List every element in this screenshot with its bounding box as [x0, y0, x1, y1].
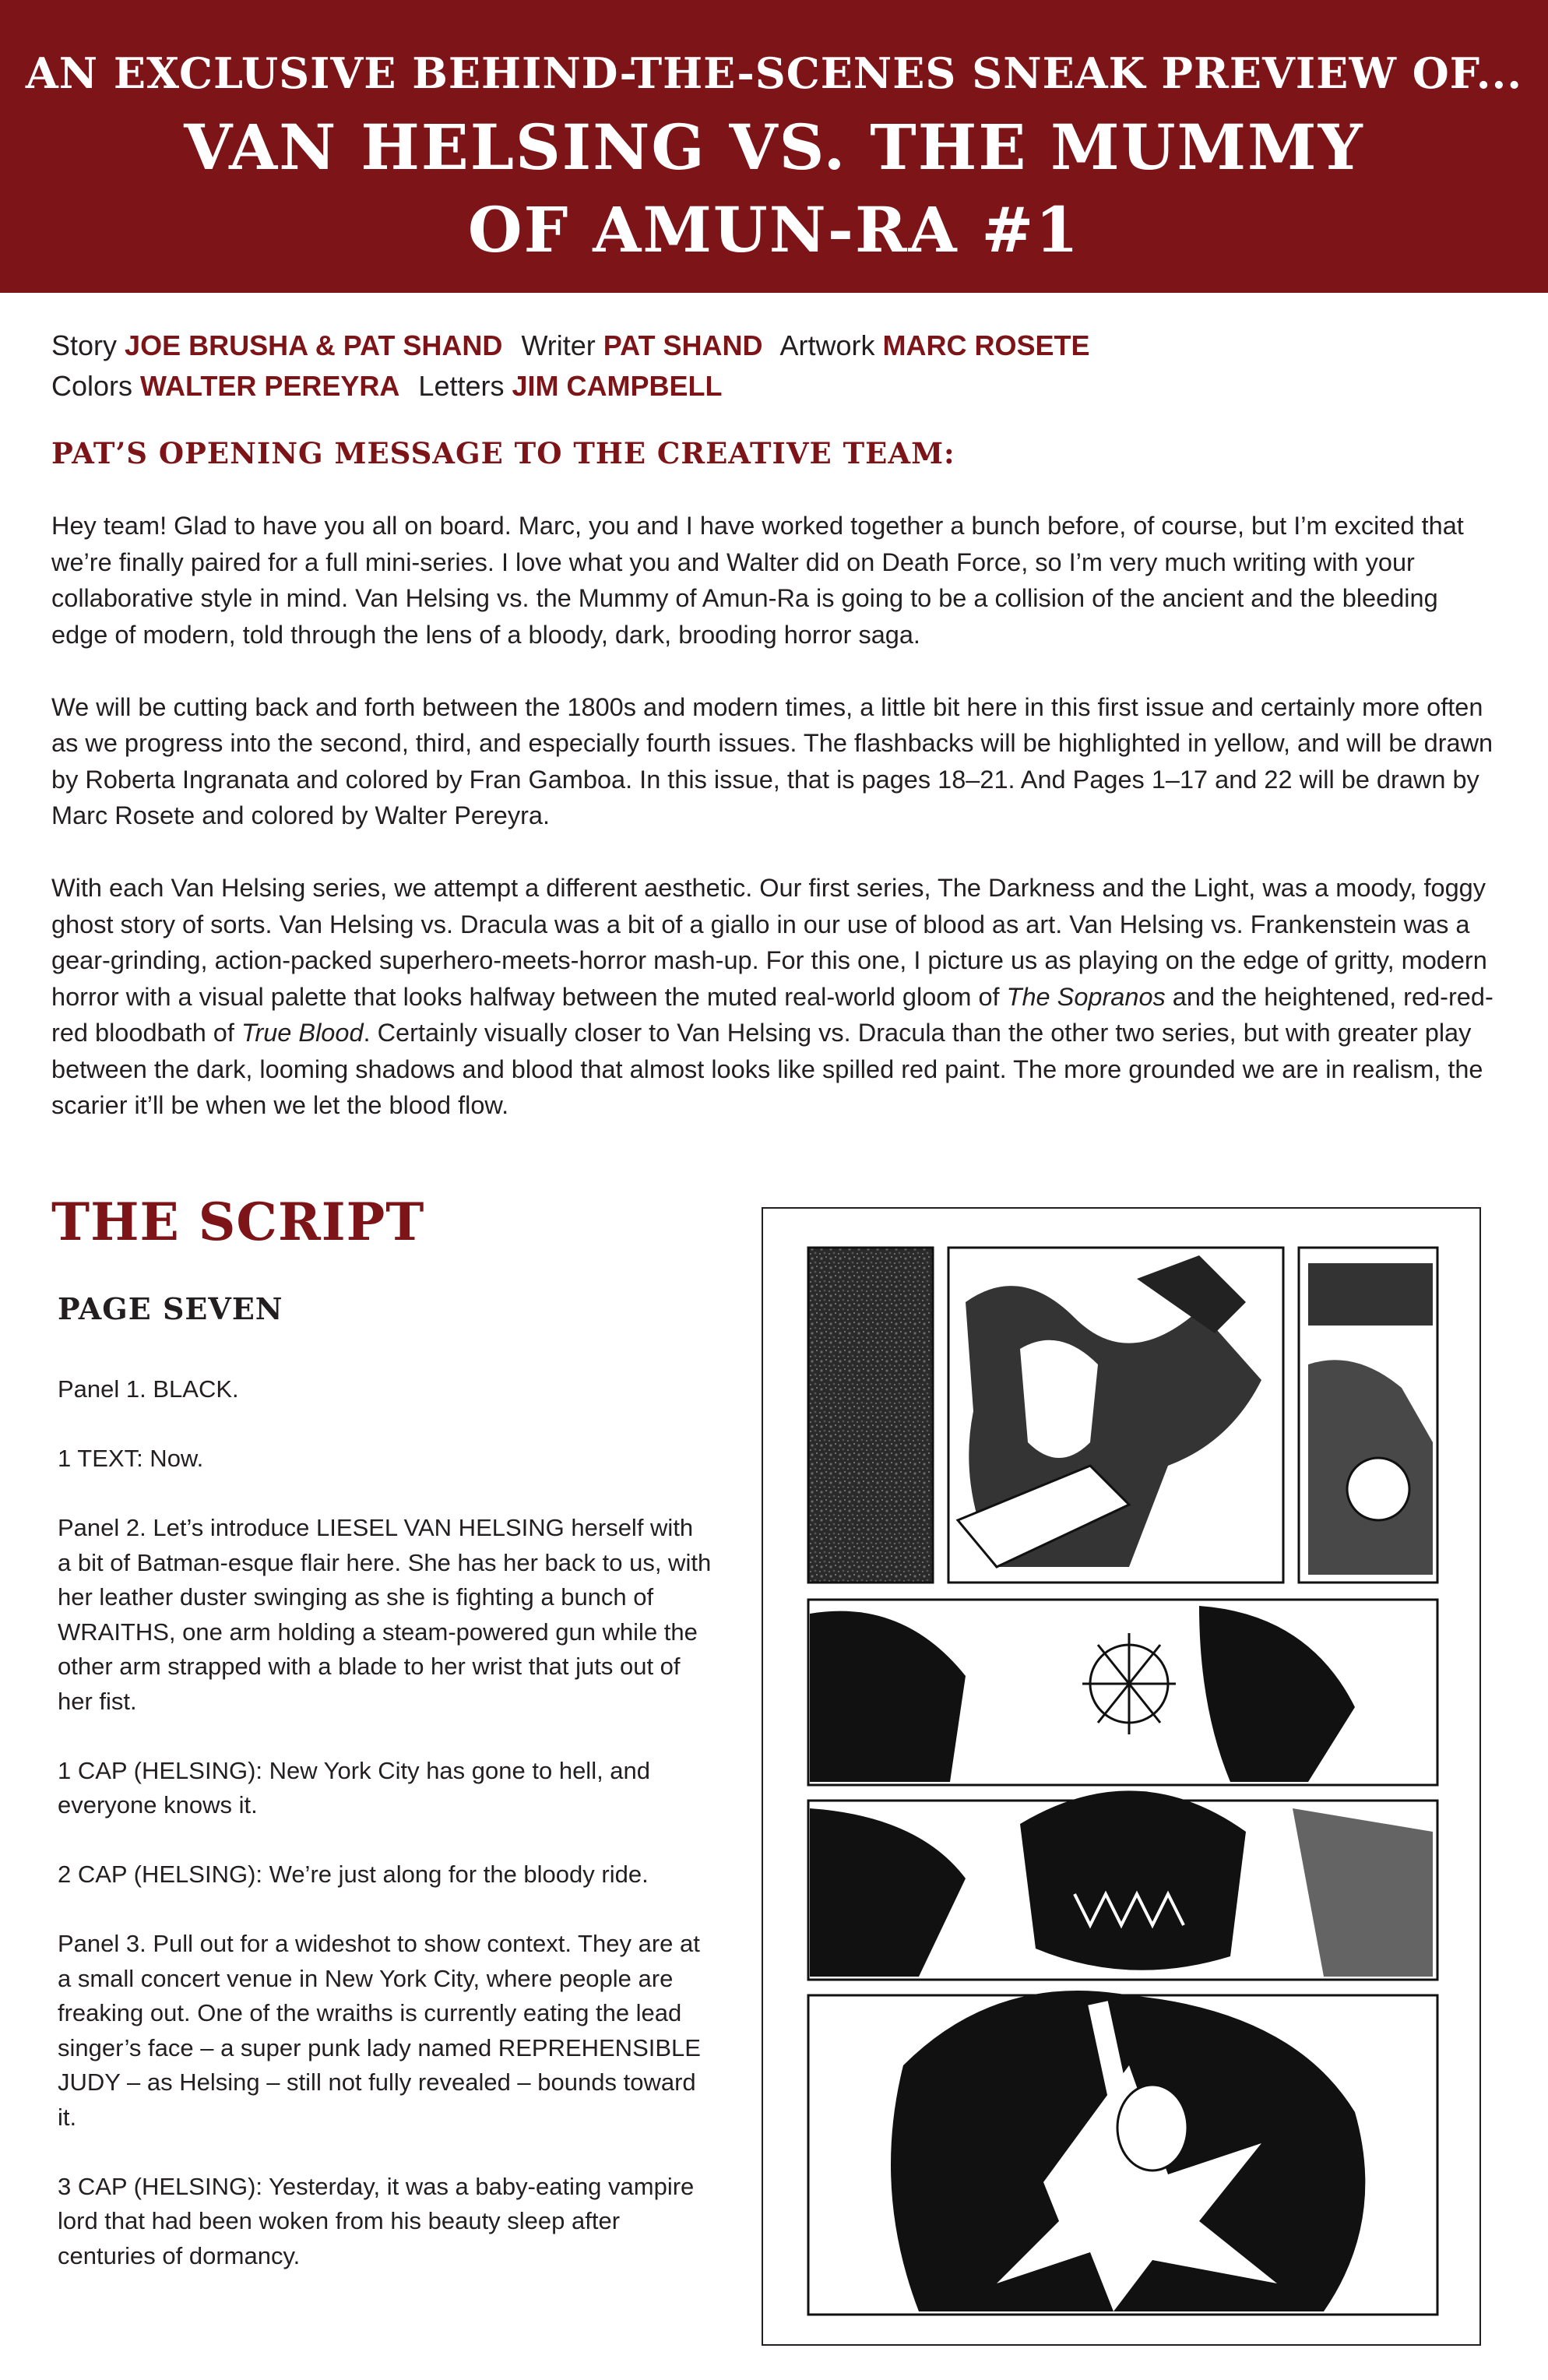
credits — [51, 326, 1500, 407]
message-paragraph-3: With each Van Helsing series, we attempt a different aesthetic. Our first series, The Darkness and the Light, was a moody, foggy ghost story of sorts. Van Helsing vs. Dracula was a bit of a giallo in our use of blood as art. Van Helsing vs. Frankenstein was a gear-grinding, action-packed superhero-meets-horror mash-up. For this one, I picture us as playing on the edge of gritty, modern horror with a visual palette that looks halfway between the muted real-world gloom of The Sopranos and the heightened, red-red-red bloodbath of True Blood. Certainly visually closer to Van Helsing vs. Dracula than the other two series, but with greater play between the dark, looming shadows and blood that almost looks like spilled red paint. The more grounded we are in realism, the scarier it’ll be when we let the blood flow. — [51, 874, 1493, 1119]
colors-name: WALTER PEREYRA — [140, 370, 400, 402]
story-label: Story — [51, 329, 118, 361]
script-line: 1 TEXT: Now. — [58, 1445, 204, 1472]
message-body — [51, 508, 1500, 1160]
banner-title-line-2: OF AMUN-RA #1 — [467, 193, 1081, 266]
writer-label: Writer — [521, 329, 596, 361]
italic-title-sopranos: The Sopranos — [1006, 982, 1166, 1011]
script-line: 2 CAP (HELSING): We’re just along for the bloody ride. — [58, 1861, 649, 1888]
message-heading: PAT’S OPENING MESSAGE TO THE CREATIVE TEAM: — [51, 436, 955, 470]
script-line: Panel 1. BLACK. — [58, 1375, 239, 1403]
colors-label: Colors — [51, 370, 133, 402]
credits-line-1 — [51, 326, 1500, 366]
panel-1-black — [808, 1248, 933, 1583]
script-body — [58, 1372, 712, 2308]
script-line: 1 CAP (HELSING): New York City has gone to hell, and everyone knows it. — [58, 1756, 651, 1818]
script-heading: THE SCRIPT — [51, 1192, 425, 1252]
message-paragraph-1: Hey team! Glad to have you all on board. Marc, you and I have worked together a bunch before, of course, but I’m excited that we’re finally paired for a full mini-series. I love what you and Walter did on Death Force, so I’m very much writing with your collaborative style in mind. Van Helsing vs. the Mummy of Amun-Ra is going to be a collision of the ancient and the bleeding edge of modern, told through the lens of a bloody, dark, brooding horror saga. — [51, 512, 1464, 649]
script-line: Panel 2. Let’s introduce LIESEL VAN HELSING herself with a bit of Batman-esque flair here. She has her back to us, with her leather duster swinging as she is fighting a bunch of WRAITHS, one arm holding a steam-powered gun while the other arm strapped with a blade to her wrist that juts out of her fist. — [58, 1514, 712, 1715]
story-name: JOE BRUSHA & PAT SHAND — [125, 329, 503, 361]
writer-name: PAT SHAND — [603, 329, 763, 361]
artwork-label: Artwork — [779, 329, 875, 361]
script-line: 3 CAP (HELSING): Yesterday, it was a baby-eating vampire lord that had been woken from his beauty sleep after centuries of dormancy. — [58, 2172, 695, 2269]
comic-panels — [763, 1209, 1479, 2344]
artwork-name: MARC ROSETE — [882, 329, 1090, 361]
banner-kicker: AN EXCLUSIVE BEHIND-THE-SCENES SNEAK PREVIEW OF... — [25, 48, 1523, 98]
comic-page-artwork — [762, 1207, 1481, 2346]
letters-label: Letters — [418, 370, 505, 402]
page-heading: PAGE SEVEN — [58, 1291, 283, 1326]
italic-title-true-blood: True Blood — [241, 1019, 364, 1047]
letters-name: JIM CAMPBELL — [512, 370, 723, 402]
script-line: Panel 3. Pull out for a wideshot to show context. They are at a small concert venue in New York City, where people are freaking out. One of the wraiths is currently eating the lead singer’s face – a super punk lady named REPREHENSIBLE JUDY – as Helsing – still not fully revealed – bounds toward it. — [58, 1930, 701, 2131]
banner-title-line-1: VAN HELSING VS. THE MUMMY — [184, 111, 1364, 184]
header-banner — [0, 0, 1548, 293]
message-paragraph-2: We will be cutting back and forth between the 1800s and modern times, a little bit here in this first issue and certainly more often as we progress into the second, third, and especially fourth issues. The flashbacks will be highlighted in yellow, and will be drawn by Roberta Ingranata and colored by Fran Gamboa. In this issue, that is pages 18–21. And Pages 1–17 and 22 will be drawn by Marc Rosete and colored by Walter Pereyra. — [51, 692, 1493, 829]
credits-line-2 — [51, 366, 1500, 407]
